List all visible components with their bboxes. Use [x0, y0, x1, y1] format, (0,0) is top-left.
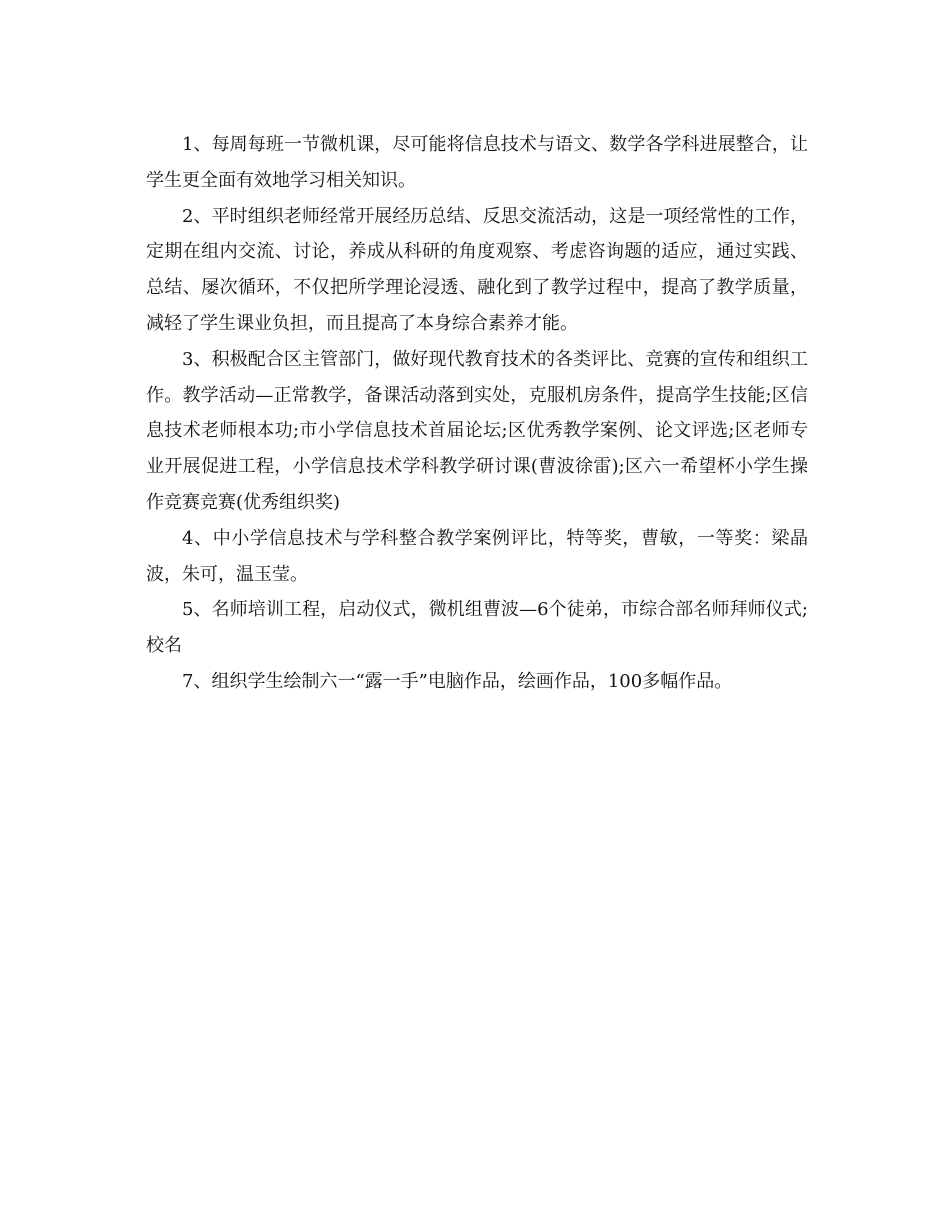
paragraph-3: 3、积极配合区主管部门，做好现代教育技术的各类评比、竞赛的宣传和组织工作。教学活动—正常教学，备课活动落到实处，克服机房条件，提高学生技能;区信息技术老师根本功;市小学信息技术首届论坛;区优秀教学案例、论文评选;区老师专业开展促进工程，小学信息技术学科教学研讨课(曹波徐雷);区六一希望杯小学生操作竞赛竞赛(优秀组织奖) — [146, 348, 808, 513]
paragraph-1: 1、每周每班一节微机课，尽可能将信息技术与语文、数学各学科进展整合，让学生更全面有效地学习相关知识。 — [146, 134, 808, 191]
document-body — [146, 127, 808, 700]
paragraph-4: 4、中小学信息技术与学科整合教学案例评比，特等奖，曹敏，一等奖：梁晶波，朱可，温玉莹。 — [146, 527, 808, 585]
paragraph-2: 2、平时组织老师经常开展经历总结、反思交流活动，这是一项经常性的工作，定期在组内交流、讨论，养成从科研的角度观察、考虑咨询题的适应，通过实践、总结、屡次循环，不仅把所学理论浸透、融化到了教学过程中，提高了教学质量，减轻了学生课业负担，而且提高了本身综合素养才能。 — [146, 205, 808, 334]
paragraph-7: 7、组织学生绘制六一“露一手”电脑作品，绘画作品，100多幅作品。 — [182, 670, 733, 692]
paragraph-5: 5、名师培训工程，启动仪式，微机组曹波—6个徒弟，市综合部名师拜师仪式;校名 — [146, 599, 808, 657]
